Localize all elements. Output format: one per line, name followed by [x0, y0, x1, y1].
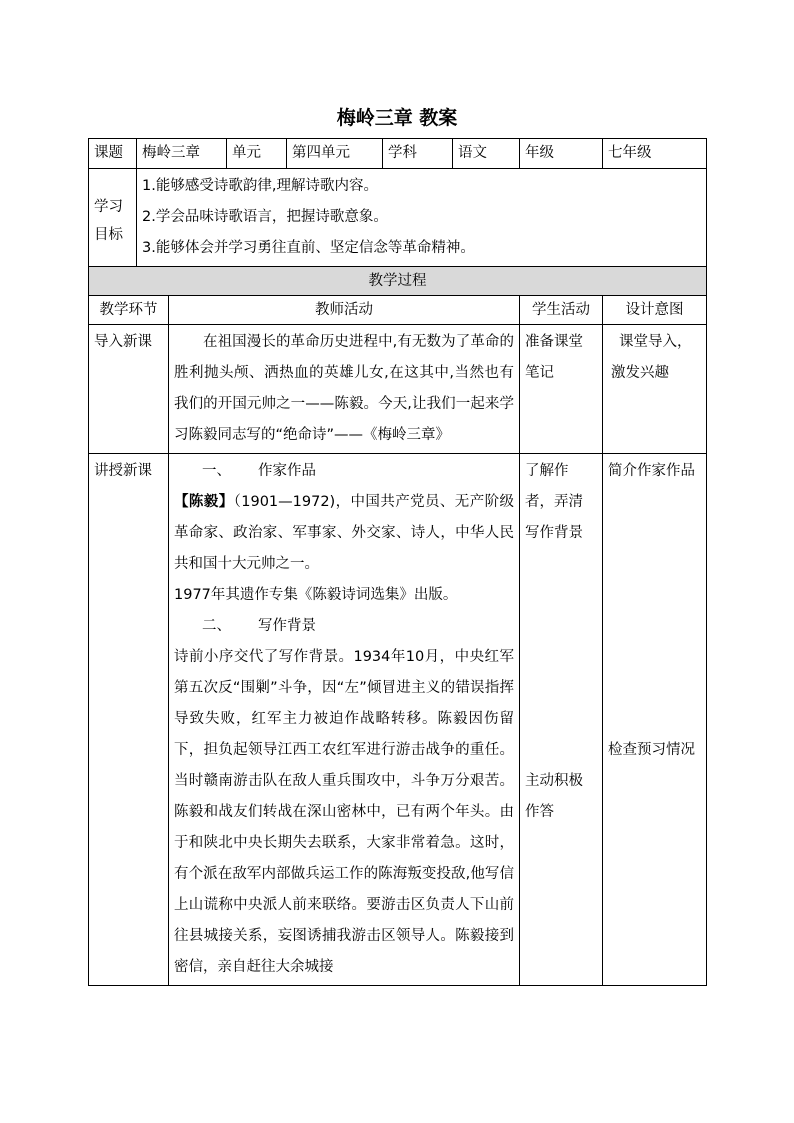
- lecture-stage: 讲授新课: [89, 454, 169, 986]
- intro-student: 准备课堂笔记: [520, 325, 603, 454]
- author-bio: 【陈毅】（1901—1972)，中国共产党员、无产阶级革命家、政治家、军事家、外交家、诗人，中华人民共和国十大元帅之一。: [174, 494, 515, 572]
- section-heading-1: 一、 作家作品: [202, 463, 316, 479]
- goals-row: [89, 169, 707, 267]
- goal-item: 3.能够体会并学习勇往直前、坚定信念等革命精神。: [142, 240, 475, 256]
- works-note: 1977年其遗作专集《陈毅诗词选集》出版。: [174, 587, 458, 603]
- lecture-row: [89, 454, 707, 986]
- unit-value: 第四单元: [287, 139, 383, 169]
- lecture-teacher: [169, 454, 520, 986]
- column-header-student: 学生活动: [520, 296, 603, 325]
- goals-list: [137, 169, 707, 267]
- lecture-intent: [603, 454, 707, 986]
- subject-label: 学科: [383, 139, 453, 169]
- goals-label: 学习 目标: [89, 169, 137, 267]
- column-header-stage: 教学环节: [89, 296, 169, 325]
- column-header-row: [89, 296, 707, 325]
- section-heading-2: 二、 写作背景: [202, 618, 316, 634]
- intro-stage: 导入新课: [89, 325, 169, 454]
- intro-row: [89, 325, 707, 454]
- section-title: 教学过程: [89, 267, 707, 296]
- grade-label: 年级: [520, 139, 603, 169]
- column-header-intent: 设计意图: [603, 296, 707, 325]
- grade-value: 七年级: [603, 139, 707, 169]
- intro-intent: 课堂导入，激发兴趣: [603, 325, 707, 454]
- intro-teacher: 在祖国漫长的革命历史进程中,有无数为了革命的胜利抛头颅、洒热血的英雄儿女,在这其中,当然也有我们的开国元帅之一——陈毅。今天,让我们一起来学习陈毅同志写的“绝命诗”——《梅岭三章》: [169, 325, 520, 454]
- topic-value: 梅岭三章: [137, 139, 227, 169]
- goal-item: 1.能够感受诗歌韵律,理解诗歌内容。: [142, 178, 378, 194]
- page-title: 梅岭三章 教案: [336, 107, 458, 129]
- column-header-teacher: 教师活动: [169, 296, 520, 325]
- student-activity-1: 了解作者，弄清写作背景: [525, 463, 583, 541]
- goal-item: 2.学会品味诗歌语言，把握诗歌意象。: [142, 209, 388, 225]
- unit-label: 单元: [227, 139, 287, 169]
- intent-1: 简介作家作品: [608, 463, 695, 479]
- topic-label: 课题: [89, 139, 137, 169]
- student-activity-2: 主动积极作答: [525, 773, 583, 820]
- header-row: [89, 139, 707, 169]
- subject-value: 语文: [453, 139, 520, 169]
- lecture-student: [520, 454, 603, 986]
- background-text: 诗前小序交代了写作背景。1934年10月，中央红军第五次反“围剿”斗争，因“左”倾冒进主义的错误指挥导致失败，红军主力被迫作战略转移。陈毅因伤留下，担负起领导江西工农红军进行游击战争的重任。当时赣南游击队在敌人重兵围攻中，斗争万分艰苦。陈毅和战友们转战在深山密林中，已有两个年头。由于和陕北中央长期失去联系，大家非常着急。这时，有个派在敌军内部做兵运工作的陈海叛变投敌,他写信上山谎称中央派人前来联络。要游击区负责人下山前往县城接关系，妄图诱捕我游击区领导人。陈毅接到密信，亲自赶往大余城接: [174, 649, 514, 975]
- lesson-plan-table: [88, 138, 707, 986]
- intent-2: 检查预习情况: [608, 742, 695, 758]
